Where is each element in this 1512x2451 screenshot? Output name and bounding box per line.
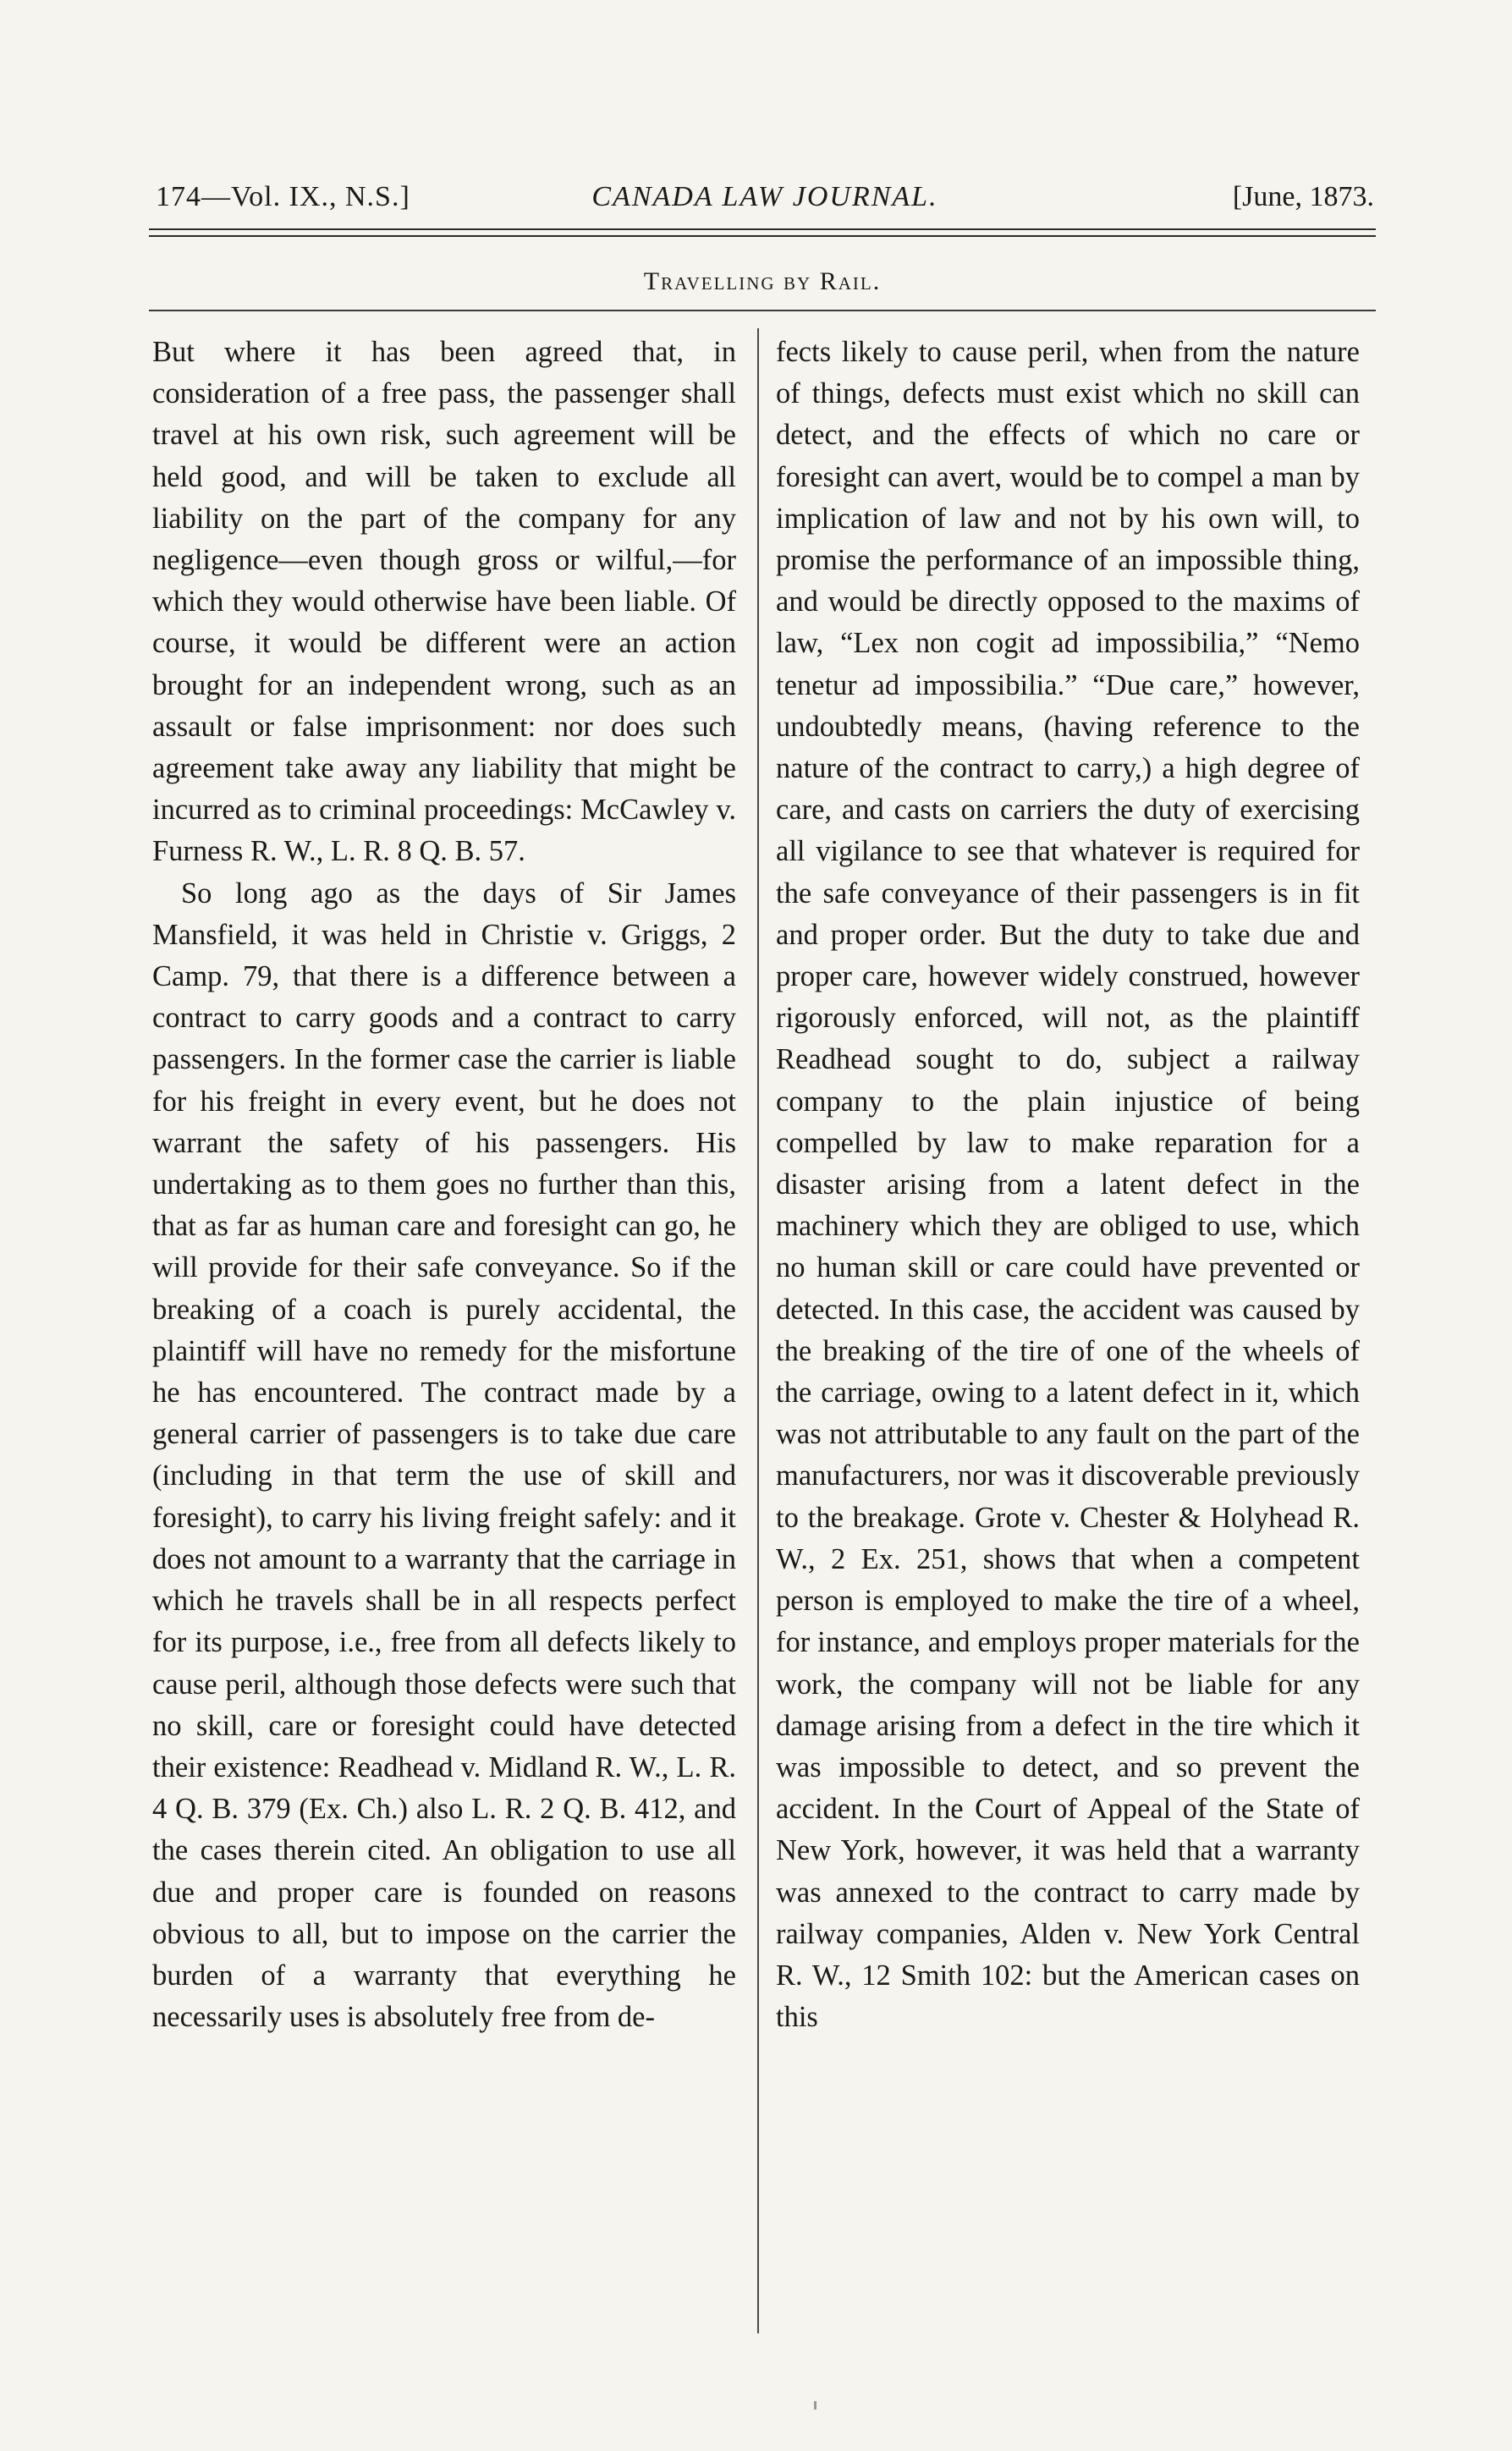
left-column <box>152 332 736 2038</box>
header-double-rule <box>149 228 1376 237</box>
left-paragraph-2: So long ago as the days of Sir James Mansfield, it was held in Christie v. Griggs, 2 Camp. 79, that there is a difference between a contract to carry goods and a contract to carry passengers. In the former case the carrier is liable for his freight in every event, but he does not warrant the safety of his passengers. His undertaking as to them goes no further than this, that as far as human care and foresight can go, he will provide for their safe conveyance. So if the breaking of a coach is purely accidental, the plaintiff will have no remedy for the misfortune he has encountered. The contract made by a general carrier of passengers is to take due care (including in that term the use of skill and foresight), to carry his living freight safely: and it does not amount to a warranty that the carriage in which he travels shall be in all respects perfect for its purpose, i.e., free from all defects likely to cause peril, although those defects were such that no skill, care or foresight could have detected their existence: Readhead v. Midland R. W., L. R. 4 Q. B. 379 (Ex. Ch.) also L. R. 2 Q. B. 412, and the cases therein cited. An obligation to use all due and proper care is founded on reasons obvious to all, but to impose on the carrier the burden of a warranty that everything he necessarily uses is absolutely free from de- <box>152 877 736 2034</box>
section-title: Travelling by Rail. <box>643 267 882 295</box>
header-date: [June, 1873. <box>1232 181 1374 212</box>
section-rule <box>149 310 1376 311</box>
right-column <box>776 332 1360 2038</box>
paper-speck <box>814 2401 816 2410</box>
right-paragraph-1: fects likely to cause peril, when from the nature of things, defects must exist which no skill can detect, and the effects of which no care or foresight can avert, would be to compel a man by implication of law and not by his own will, to promise the performance of an impossible thing, and would be directly opposed to the maxims of law, “Lex non cogit ad impossibilia,” “Nemo tenetur ad impossibilia.” “Due care,” however, undoubtedly means, (having reference to the nature of the contract to carry,) a high degree of care, and casts on carriers the duty of exercising all vigilance to see that whatever is required for the safe conveyance of their passengers is in fit and proper order. But the duty to take due and proper care, however widely construed, however rigorously enforced, will not, as the plaintiff Readhead sought to do, subject a railway company to the plain injustice of being compelled by law to make reparation for a disaster arising from a latent defect in the machinery which they are obliged to use, which no human skill or care could have prevented or detected. In this case, the accident was caused by the breaking of the tire of one of the wheels of the carriage, owing to a latent defect in it, which was not attributable to any fault on the part of the manufacturers, nor was it discoverable previously to the breakage. Grote v. Chester & Holyhead R. W., 2 Ex. 251, shows that when a competent person is employed to make the tire of a wheel, for instance, and employs proper materials for the work, the company will not be liable for any damage arising from a defect in the tire which it was impossible to detect, and so prevent the accident. In the Court of Appeal of the State of New York, however, it was held that a warranty was annexed to the contract to carry made by railway companies, Alden v. New York Central R. W., 12 Smith 102: but the American cases on this <box>776 336 1360 2034</box>
column-divider <box>757 328 759 2333</box>
header-journal-title: CANADA LAW JOURNAL. <box>591 181 938 212</box>
header-volume: 174—Vol. IX., N.S.] <box>156 181 410 212</box>
left-paragraph-1: But where it has been agreed that, in consideration of a free pass, the passenger shall travel at his own risk, such agreement will be held good, and will be taken to exclude all liability on the part of the company for any negligence—even though gross or wilful,—for which they would otherwise have been liable. Of course, it would be different were an action brought for an independent wrong, such as an assault or false imprisonment: nor does such agreement take away any liability that might be incurred as to criminal proceedings: McCawley v. Furness R. W., L. R. 8 Q. B. 57. <box>152 336 736 868</box>
running-header <box>156 181 1374 223</box>
